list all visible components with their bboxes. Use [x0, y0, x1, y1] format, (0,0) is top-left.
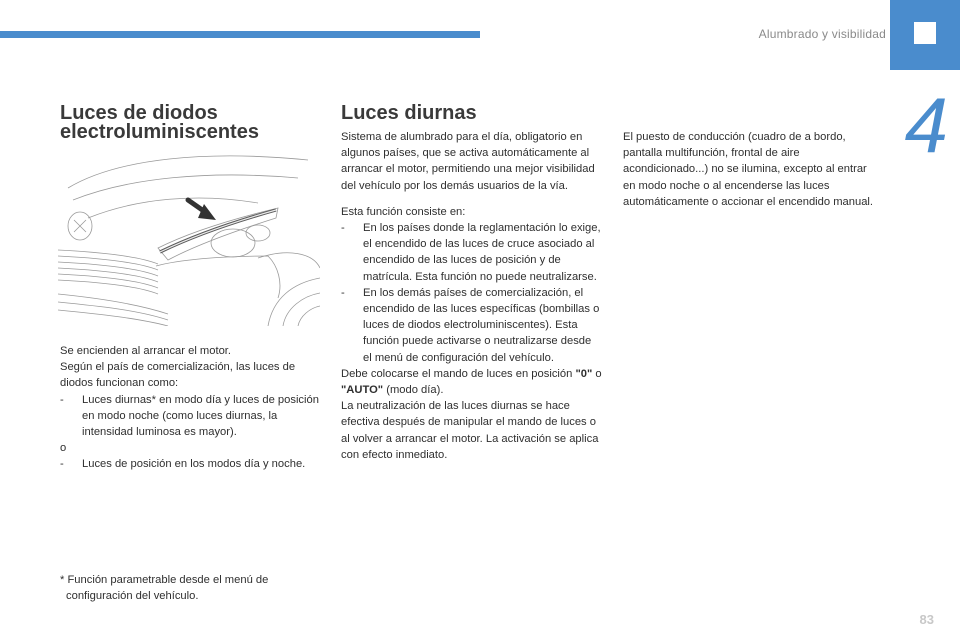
dashboard-para1: El puesto de conducción (cuadro de a bordo, pantalla multifunción, frontal de aire acondicionado...) no se ilumina, excepto al entrar en modo noche o al encenderse las luces automáticamente o accionar el encendido manual.	[623, 131, 874, 208]
daytime-para3-bold2: "AUTO"	[341, 384, 384, 397]
daytime-para4: La neutralización de las luces diurnas se hace efectiva después de manipular el mando de luces o al volver a arrancar el motor. La activación se aplica con efecto inmediato.	[341, 400, 599, 461]
arrow-pointer-icon	[188, 200, 216, 220]
daytime-para3-bold1: "0"	[575, 367, 593, 380]
daytime-para1: Sistema de alumbrado para el día, obligatorio en algunos países, que se activa automáticamente al arrancar el motor, permitiendo una mejor visibilidad del vehículo por los demás usuarios de la vía.	[341, 131, 595, 192]
led-item2: Luces de posición en los modos día y noche.	[82, 458, 306, 471]
section-title-led-line2: electroluminiscentes	[60, 121, 259, 143]
chapter-tab-square-icon	[914, 22, 936, 44]
list-item	[341, 220, 603, 285]
daytime-item2: En los demás países de comercialización, el encendido de las luces específicas (bombillas o luces de diodos electroluminiscentes). Esta función puede activarse o neutralizarse desde el menú de configuración del vehículo.	[363, 286, 600, 364]
list-dash: -	[60, 458, 64, 471]
daytime-para2-intro: Esta función consiste en:	[341, 205, 466, 218]
footnote-line1: * Función parametrable desde el menú de	[60, 574, 269, 586]
daytime-description	[341, 129, 603, 463]
daytime-para3-after: (modo día).	[383, 384, 444, 397]
daytime-item1: En los países donde la reglamentación lo exige, el encendido de las luces de cruce asociado al encendido de las luces de posición y de matrícula. Esta función no puede neutralizarse.	[363, 222, 601, 283]
footnote-line2: configuración del vehículo.	[66, 590, 199, 603]
chapter-tab	[890, 0, 960, 70]
led-intro-line2: Según el país de comercialización, las luces de diodos funcionan como:	[60, 361, 296, 390]
list-item	[60, 392, 322, 441]
daytime-para3-before: Debe colocarse el mando de luces en posición	[341, 367, 576, 380]
header-accent-bar	[0, 31, 480, 38]
section-title-daytime: Luces diurnas	[341, 102, 477, 124]
led-description	[60, 343, 322, 473]
footnote	[60, 572, 322, 604]
daytime-para3-middle: o	[592, 367, 602, 380]
list-dash: -	[341, 286, 345, 299]
chapter-number: 4	[904, 81, 948, 169]
list-item	[341, 285, 603, 366]
page-number: 83	[919, 612, 934, 627]
led-intro-line1: Se encienden al arrancar el motor.	[60, 345, 232, 357]
list-dash: -	[60, 393, 64, 406]
led-item1: Luces diurnas* en modo día y luces de posición en modo noche (como luces diurnas, la intensidad luminosa es mayor).	[82, 393, 319, 439]
section-title-led-line1: Luces de diodos	[60, 102, 218, 124]
led-separator: o	[60, 442, 67, 455]
daytime-para3	[341, 366, 603, 398]
section-title-led	[60, 104, 320, 142]
list-item	[60, 456, 322, 472]
dashboard-note	[623, 129, 873, 210]
car-headlight-illustration	[58, 148, 320, 326]
list-dash: -	[341, 222, 345, 235]
section-name: Alumbrado y visibilidad	[758, 27, 886, 41]
